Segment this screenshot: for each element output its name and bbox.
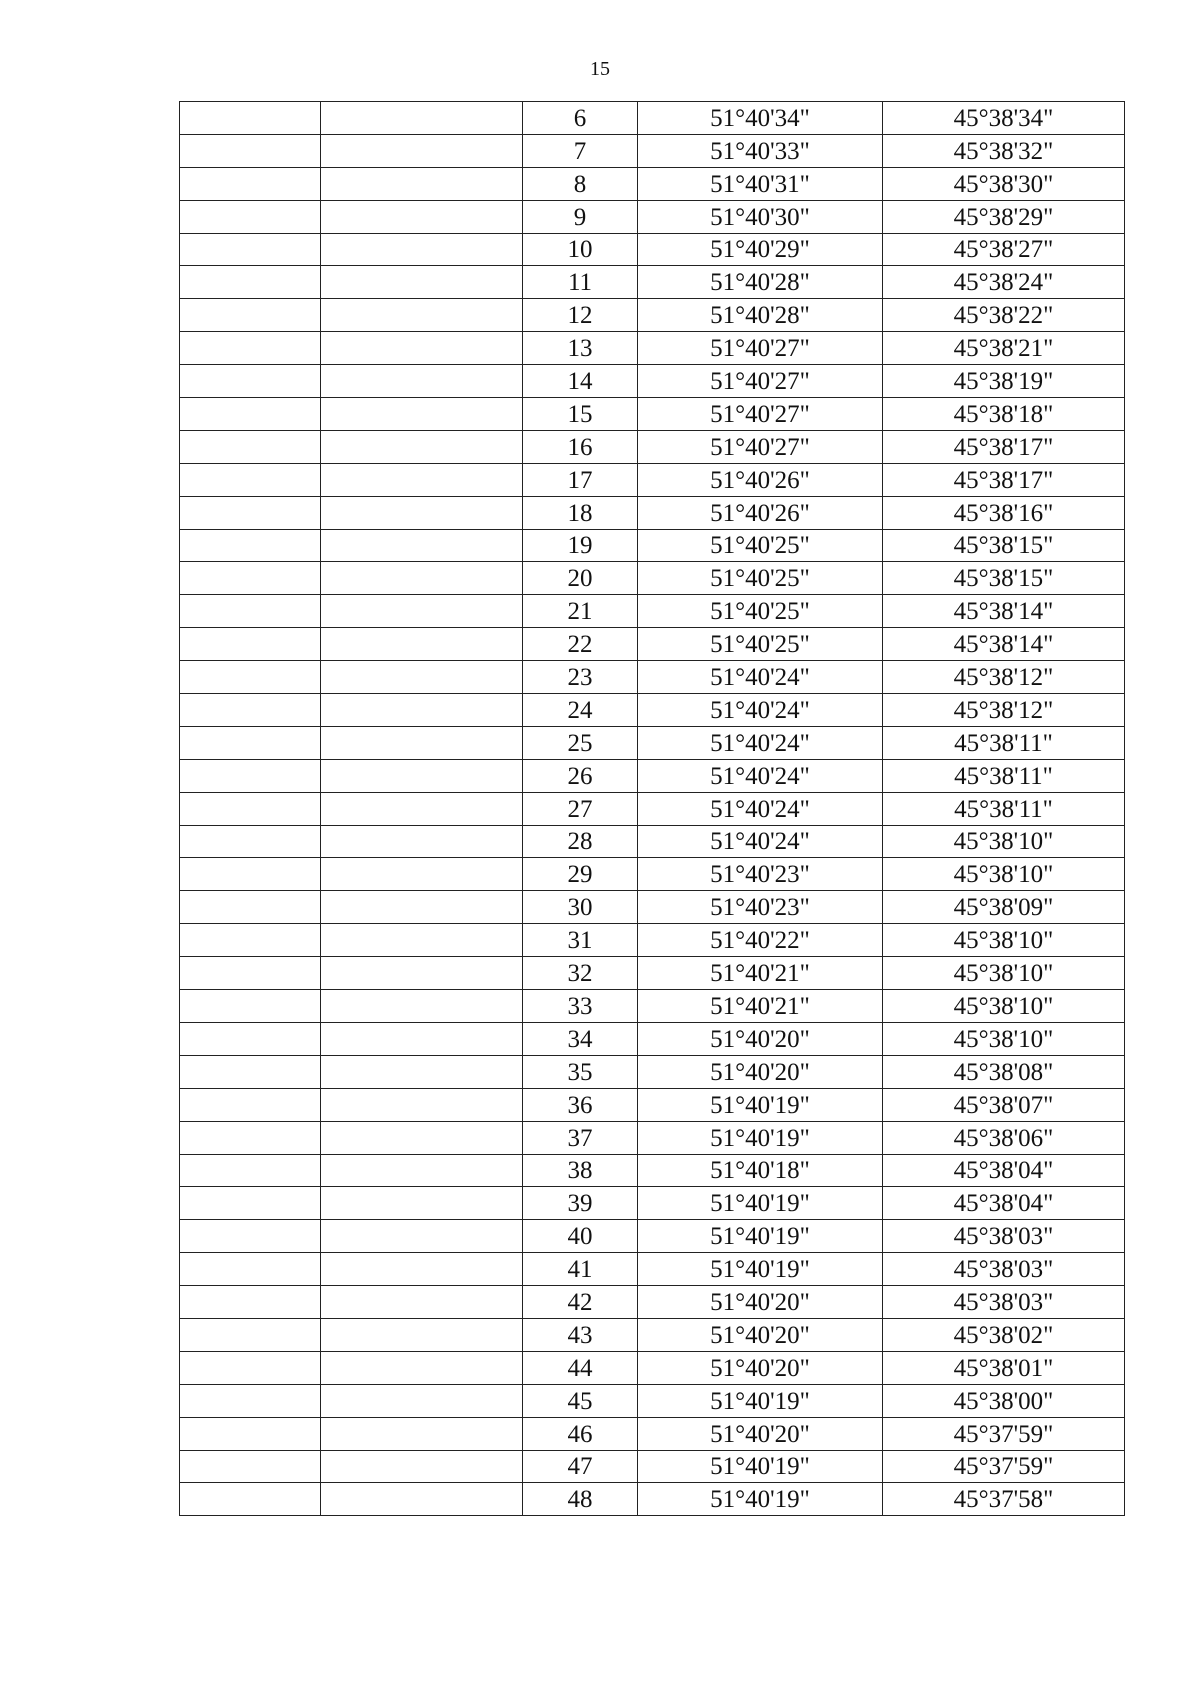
- latitude-cell: 51°40'33": [638, 134, 883, 167]
- empty-cell: [321, 1088, 523, 1121]
- empty-cell: [180, 529, 321, 562]
- longitude-cell: 45°38'11": [883, 726, 1125, 759]
- point-number-cell: 13: [523, 332, 638, 365]
- table-row: [180, 891, 1125, 924]
- latitude-cell: 51°40'19": [638, 1088, 883, 1121]
- longitude-cell: 45°38'30": [883, 167, 1125, 200]
- empty-cell: [321, 562, 523, 595]
- latitude-cell: 51°40'25": [638, 529, 883, 562]
- point-number-cell: 28: [523, 825, 638, 858]
- point-number-cell: 34: [523, 1022, 638, 1055]
- longitude-cell: 45°38'17": [883, 463, 1125, 496]
- point-number-cell: 19: [523, 529, 638, 562]
- table-row: [180, 398, 1125, 431]
- latitude-cell: 51°40'23": [638, 891, 883, 924]
- empty-cell: [180, 398, 321, 431]
- table-row: [180, 1187, 1125, 1220]
- empty-cell: [321, 628, 523, 661]
- empty-cell: [180, 1450, 321, 1483]
- empty-cell: [321, 332, 523, 365]
- table-row: [180, 1483, 1125, 1516]
- empty-cell: [180, 1121, 321, 1154]
- latitude-cell: 51°40'25": [638, 562, 883, 595]
- point-number-cell: 23: [523, 661, 638, 694]
- empty-cell: [321, 200, 523, 233]
- longitude-cell: 45°38'07": [883, 1088, 1125, 1121]
- longitude-cell: 45°38'17": [883, 430, 1125, 463]
- empty-cell: [321, 1318, 523, 1351]
- longitude-cell: 45°38'32": [883, 134, 1125, 167]
- point-number-cell: 40: [523, 1220, 638, 1253]
- empty-cell: [180, 463, 321, 496]
- table-row: [180, 365, 1125, 398]
- empty-cell: [180, 266, 321, 299]
- empty-cell: [180, 1187, 321, 1220]
- latitude-cell: 51°40'29": [638, 233, 883, 266]
- longitude-cell: 45°38'14": [883, 595, 1125, 628]
- latitude-cell: 51°40'27": [638, 398, 883, 431]
- longitude-cell: 45°38'03": [883, 1286, 1125, 1319]
- table-row: [180, 102, 1125, 135]
- empty-cell: [180, 562, 321, 595]
- latitude-cell: 51°40'25": [638, 628, 883, 661]
- empty-cell: [321, 825, 523, 858]
- latitude-cell: 51°40'26": [638, 463, 883, 496]
- latitude-cell: 51°40'27": [638, 430, 883, 463]
- table-row: [180, 529, 1125, 562]
- point-number-cell: 43: [523, 1318, 638, 1351]
- longitude-cell: 45°38'11": [883, 792, 1125, 825]
- table-row: [180, 694, 1125, 727]
- empty-cell: [180, 759, 321, 792]
- latitude-cell: 51°40'20": [638, 1351, 883, 1384]
- latitude-cell: 51°40'19": [638, 1384, 883, 1417]
- latitude-cell: 51°40'19": [638, 1121, 883, 1154]
- empty-cell: [321, 1417, 523, 1450]
- table-row: [180, 134, 1125, 167]
- latitude-cell: 51°40'28": [638, 266, 883, 299]
- longitude-cell: 45°38'10": [883, 990, 1125, 1023]
- point-number-cell: 20: [523, 562, 638, 595]
- point-number-cell: 11: [523, 266, 638, 299]
- empty-cell: [180, 134, 321, 167]
- point-number-cell: 21: [523, 595, 638, 628]
- empty-cell: [321, 1253, 523, 1286]
- longitude-cell: 45°37'58": [883, 1483, 1125, 1516]
- point-number-cell: 22: [523, 628, 638, 661]
- empty-cell: [321, 1055, 523, 1088]
- longitude-cell: 45°37'59": [883, 1417, 1125, 1450]
- empty-cell: [321, 167, 523, 200]
- empty-cell: [321, 759, 523, 792]
- empty-cell: [180, 1154, 321, 1187]
- empty-cell: [180, 1483, 321, 1516]
- empty-cell: [321, 924, 523, 957]
- latitude-cell: 51°40'27": [638, 332, 883, 365]
- empty-cell: [180, 1220, 321, 1253]
- empty-cell: [321, 365, 523, 398]
- empty-cell: [180, 430, 321, 463]
- latitude-cell: 51°40'18": [638, 1154, 883, 1187]
- longitude-cell: 45°38'04": [883, 1154, 1125, 1187]
- latitude-cell: 51°40'24": [638, 825, 883, 858]
- table-row: [180, 792, 1125, 825]
- empty-cell: [321, 990, 523, 1023]
- empty-cell: [180, 990, 321, 1023]
- table-row: [180, 595, 1125, 628]
- empty-cell: [180, 891, 321, 924]
- point-number-cell: 29: [523, 858, 638, 891]
- latitude-cell: 51°40'28": [638, 299, 883, 332]
- empty-cell: [180, 1318, 321, 1351]
- latitude-cell: 51°40'22": [638, 924, 883, 957]
- table-row: [180, 1022, 1125, 1055]
- longitude-cell: 45°38'08": [883, 1055, 1125, 1088]
- longitude-cell: 45°37'59": [883, 1450, 1125, 1483]
- longitude-cell: 45°38'04": [883, 1187, 1125, 1220]
- latitude-cell: 51°40'24": [638, 726, 883, 759]
- page-number: 15: [590, 58, 610, 80]
- longitude-cell: 45°38'21": [883, 332, 1125, 365]
- latitude-cell: 51°40'20": [638, 1318, 883, 1351]
- table-row: [180, 496, 1125, 529]
- empty-cell: [321, 430, 523, 463]
- table-row: [180, 726, 1125, 759]
- empty-cell: [180, 1253, 321, 1286]
- longitude-cell: 45°38'15": [883, 562, 1125, 595]
- empty-cell: [180, 628, 321, 661]
- latitude-cell: 51°40'24": [638, 759, 883, 792]
- latitude-cell: 51°40'27": [638, 365, 883, 398]
- point-number-cell: 14: [523, 365, 638, 398]
- table-row: [180, 1220, 1125, 1253]
- empty-cell: [180, 365, 321, 398]
- empty-cell: [180, 858, 321, 891]
- latitude-cell: 51°40'24": [638, 694, 883, 727]
- table-row: [180, 430, 1125, 463]
- point-number-cell: 18: [523, 496, 638, 529]
- point-number-cell: 26: [523, 759, 638, 792]
- longitude-cell: 45°38'18": [883, 398, 1125, 431]
- empty-cell: [180, 1022, 321, 1055]
- empty-cell: [321, 102, 523, 135]
- empty-cell: [180, 233, 321, 266]
- table-row: [180, 1055, 1125, 1088]
- empty-cell: [180, 595, 321, 628]
- table-row: [180, 1154, 1125, 1187]
- latitude-cell: 51°40'19": [638, 1220, 883, 1253]
- point-number-cell: 46: [523, 1417, 638, 1450]
- empty-cell: [321, 957, 523, 990]
- table-row: [180, 924, 1125, 957]
- empty-cell: [321, 529, 523, 562]
- point-number-cell: 8: [523, 167, 638, 200]
- table-row: [180, 1351, 1125, 1384]
- latitude-cell: 51°40'24": [638, 661, 883, 694]
- latitude-cell: 51°40'25": [638, 595, 883, 628]
- latitude-cell: 51°40'21": [638, 957, 883, 990]
- empty-cell: [321, 891, 523, 924]
- coordinates-table-body: [180, 102, 1125, 1516]
- table-row: [180, 1318, 1125, 1351]
- empty-cell: [180, 332, 321, 365]
- latitude-cell: 51°40'19": [638, 1253, 883, 1286]
- empty-cell: [180, 957, 321, 990]
- point-number-cell: 9: [523, 200, 638, 233]
- empty-cell: [180, 1286, 321, 1319]
- empty-cell: [321, 1450, 523, 1483]
- latitude-cell: 51°40'30": [638, 200, 883, 233]
- empty-cell: [321, 1351, 523, 1384]
- point-number-cell: 32: [523, 957, 638, 990]
- empty-cell: [180, 1088, 321, 1121]
- table-row: [180, 1088, 1125, 1121]
- table-row: [180, 628, 1125, 661]
- point-number-cell: 24: [523, 694, 638, 727]
- longitude-cell: 45°38'22": [883, 299, 1125, 332]
- table-row: [180, 167, 1125, 200]
- empty-cell: [180, 694, 321, 727]
- latitude-cell: 51°40'20": [638, 1022, 883, 1055]
- empty-cell: [321, 233, 523, 266]
- latitude-cell: 51°40'21": [638, 990, 883, 1023]
- empty-cell: [321, 726, 523, 759]
- longitude-cell: 45°38'09": [883, 891, 1125, 924]
- latitude-cell: 51°40'24": [638, 792, 883, 825]
- empty-cell: [180, 1351, 321, 1384]
- empty-cell: [321, 792, 523, 825]
- point-number-cell: 45: [523, 1384, 638, 1417]
- longitude-cell: 45°38'15": [883, 529, 1125, 562]
- point-number-cell: 39: [523, 1187, 638, 1220]
- empty-cell: [321, 1121, 523, 1154]
- empty-cell: [321, 694, 523, 727]
- latitude-cell: 51°40'26": [638, 496, 883, 529]
- empty-cell: [180, 102, 321, 135]
- table-row: [180, 562, 1125, 595]
- point-number-cell: 25: [523, 726, 638, 759]
- empty-cell: [321, 1483, 523, 1516]
- longitude-cell: 45°38'10": [883, 957, 1125, 990]
- longitude-cell: 45°38'11": [883, 759, 1125, 792]
- longitude-cell: 45°38'19": [883, 365, 1125, 398]
- empty-cell: [180, 167, 321, 200]
- longitude-cell: 45°38'00": [883, 1384, 1125, 1417]
- longitude-cell: 45°38'03": [883, 1253, 1125, 1286]
- table-row: [180, 200, 1125, 233]
- table-row: [180, 299, 1125, 332]
- empty-cell: [321, 1220, 523, 1253]
- empty-cell: [180, 200, 321, 233]
- latitude-cell: 51°40'20": [638, 1286, 883, 1319]
- empty-cell: [180, 792, 321, 825]
- table-row: [180, 858, 1125, 891]
- latitude-cell: 51°40'20": [638, 1417, 883, 1450]
- point-number-cell: 37: [523, 1121, 638, 1154]
- point-number-cell: 15: [523, 398, 638, 431]
- longitude-cell: 45°38'29": [883, 200, 1125, 233]
- point-number-cell: 30: [523, 891, 638, 924]
- empty-cell: [321, 299, 523, 332]
- empty-cell: [180, 924, 321, 957]
- table-row: [180, 463, 1125, 496]
- point-number-cell: 10: [523, 233, 638, 266]
- empty-cell: [321, 858, 523, 891]
- empty-cell: [321, 661, 523, 694]
- empty-cell: [321, 266, 523, 299]
- empty-cell: [321, 1286, 523, 1319]
- point-number-cell: 7: [523, 134, 638, 167]
- point-number-cell: 27: [523, 792, 638, 825]
- empty-cell: [180, 661, 321, 694]
- table-row: [180, 825, 1125, 858]
- latitude-cell: 51°40'23": [638, 858, 883, 891]
- point-number-cell: 42: [523, 1286, 638, 1319]
- table-row: [180, 990, 1125, 1023]
- empty-cell: [321, 1187, 523, 1220]
- point-number-cell: 41: [523, 1253, 638, 1286]
- latitude-cell: 51°40'19": [638, 1483, 883, 1516]
- table-row: [180, 332, 1125, 365]
- empty-cell: [321, 595, 523, 628]
- empty-cell: [321, 1022, 523, 1055]
- empty-cell: [180, 1417, 321, 1450]
- table-row: [180, 1417, 1125, 1450]
- longitude-cell: 45°38'16": [883, 496, 1125, 529]
- point-number-cell: 38: [523, 1154, 638, 1187]
- table-row: [180, 661, 1125, 694]
- table-row: [180, 266, 1125, 299]
- table-row: [180, 1450, 1125, 1483]
- empty-cell: [321, 1154, 523, 1187]
- point-number-cell: 33: [523, 990, 638, 1023]
- point-number-cell: 12: [523, 299, 638, 332]
- point-number-cell: 6: [523, 102, 638, 135]
- empty-cell: [180, 825, 321, 858]
- longitude-cell: 45°38'27": [883, 233, 1125, 266]
- longitude-cell: 45°38'12": [883, 694, 1125, 727]
- table-row: [180, 1286, 1125, 1319]
- point-number-cell: 17: [523, 463, 638, 496]
- latitude-cell: 51°40'20": [638, 1055, 883, 1088]
- longitude-cell: 45°38'24": [883, 266, 1125, 299]
- point-number-cell: 47: [523, 1450, 638, 1483]
- table-row: [180, 957, 1125, 990]
- longitude-cell: 45°38'10": [883, 825, 1125, 858]
- latitude-cell: 51°40'34": [638, 102, 883, 135]
- point-number-cell: 16: [523, 430, 638, 463]
- table-row: [180, 233, 1125, 266]
- latitude-cell: 51°40'19": [638, 1187, 883, 1220]
- empty-cell: [180, 299, 321, 332]
- empty-cell: [180, 1055, 321, 1088]
- table-row: [180, 1253, 1125, 1286]
- point-number-cell: 48: [523, 1483, 638, 1516]
- empty-cell: [321, 463, 523, 496]
- empty-cell: [321, 398, 523, 431]
- longitude-cell: 45°38'12": [883, 661, 1125, 694]
- coordinates-table: [179, 101, 1125, 1516]
- empty-cell: [180, 1384, 321, 1417]
- table-row: [180, 759, 1125, 792]
- table-row: [180, 1384, 1125, 1417]
- longitude-cell: 45°38'10": [883, 924, 1125, 957]
- longitude-cell: 45°38'14": [883, 628, 1125, 661]
- empty-cell: [321, 1384, 523, 1417]
- longitude-cell: 45°38'34": [883, 102, 1125, 135]
- longitude-cell: 45°38'10": [883, 858, 1125, 891]
- empty-cell: [180, 496, 321, 529]
- point-number-cell: 36: [523, 1088, 638, 1121]
- point-number-cell: 35: [523, 1055, 638, 1088]
- longitude-cell: 45°38'02": [883, 1318, 1125, 1351]
- point-number-cell: 44: [523, 1351, 638, 1384]
- latitude-cell: 51°40'31": [638, 167, 883, 200]
- longitude-cell: 45°38'10": [883, 1022, 1125, 1055]
- empty-cell: [321, 134, 523, 167]
- empty-cell: [180, 726, 321, 759]
- table-row: [180, 1121, 1125, 1154]
- point-number-cell: 31: [523, 924, 638, 957]
- longitude-cell: 45°38'06": [883, 1121, 1125, 1154]
- latitude-cell: 51°40'19": [638, 1450, 883, 1483]
- longitude-cell: 45°38'01": [883, 1351, 1125, 1384]
- empty-cell: [321, 496, 523, 529]
- longitude-cell: 45°38'03": [883, 1220, 1125, 1253]
